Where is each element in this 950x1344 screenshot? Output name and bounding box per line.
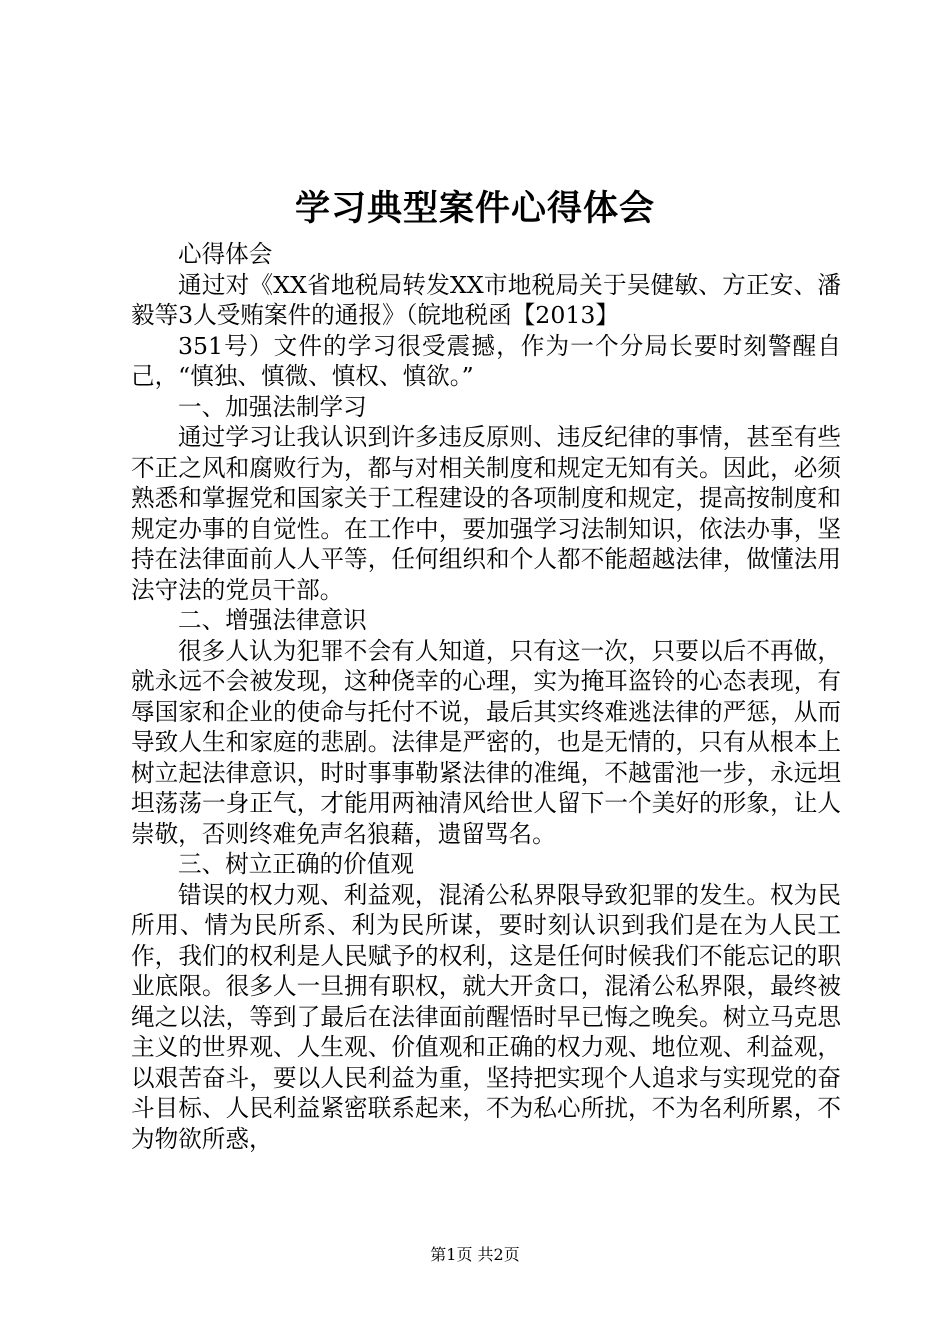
section-heading-1: 一、加强法制学习 xyxy=(178,392,367,421)
intro-continuation: 351号）文件的学习很受震撼，作为一个分局长要时刻警醒自己，“慎独、慎微、慎权、慎欲。” xyxy=(131,331,841,390)
page-number-footer: 第1页 共2页 xyxy=(430,1245,520,1264)
section-heading-2: 二、增强法律意识 xyxy=(178,606,367,634)
document-title: 学习典型案件心得体会 xyxy=(294,188,655,229)
section-paragraph-2: 很多人认为犯罪不会有人知道，只有这一次，只要以后不再做，就永远不会被发现，这种侥幸的心理，实为掩耳盗铃的心态表现，有辱国家和企业的使命与托付不说，最后其实终难逃法律的严惩，从而导致人生和家庭的悲剧。法律是严密的，也是无情的，只有从根本上树立起法律意识，时时事事勒紧法律的准绳，不越雷池一步，永远坦坦荡荡一身正气，才能用两袖清风给世人留下一个美好的形象，让人崇敬，否则终难免声名狼藉，遗留骂名。 xyxy=(131,636,841,848)
section-paragraph-3: 错误的权力观、利益观，混淆公私界限导致犯罪的发生。权为民所用、情为民所系、利为民所谋，要时刻认识到我们是在为人民工作，我们的权利是人民赋予的权利，这是任何时候我们不能忘记的职业底限。很多人一旦拥有职权，就大开贪口，混淆公私界限，最终被绳之以法，等到了最后在法律面前醒悟时早已悔之晚矣。树立马克思主义的世界观、人生观、价值观和正确的权力观、地位观、利益观，以艰苦奋斗，要以人民利益为重，坚持把实现个人追求与实现党的奋斗目标、人民利益紧密联系起来，不为私心所扰，不为名利所累，不为物欲所惑， xyxy=(131,880,841,1153)
document-body xyxy=(131,239,841,1154)
section-paragraph-1: 通过学习让我认识到许多违反原则、违反纪律的事情，甚至有些不正之风和腐败行为，都与对相关制度和规定无知有关。因此，必须熟悉和掌握党和国家关于工程建设的各项制度和规定，提高按制度和规定办事的自觉性。在工作中，要加强学习法制知识，依法办事，坚持在法律面前人人平等，任何组织和个人都不能超越法律，做懂法用法守法的党员干部。 xyxy=(131,423,841,604)
section-heading-3: 三、树立正确的价值观 xyxy=(178,850,414,878)
greeting-heading: 心得体会 xyxy=(178,240,273,268)
intro-paragraph: 通过对《XX省地税局转发XX市地税局关于吴健敏、方正安、潘毅等3人受贿案件的通报》（皖地税函【2013】 xyxy=(131,270,841,329)
